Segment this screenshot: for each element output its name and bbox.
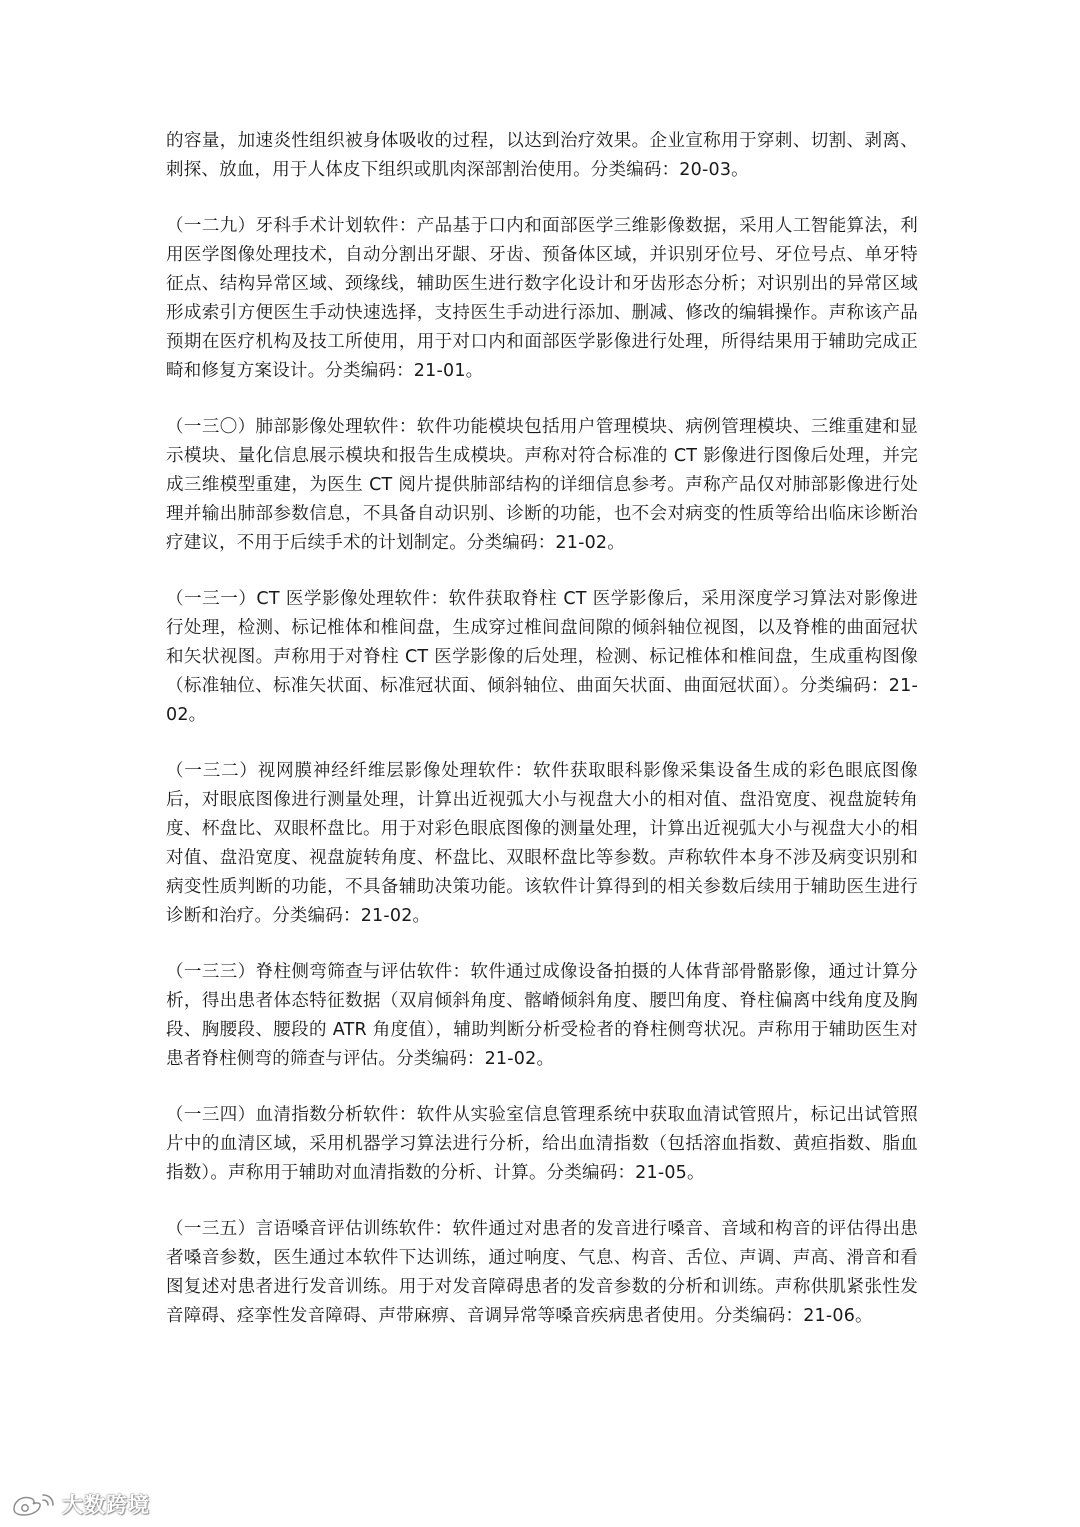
paragraph-item-131: （一三一）CT 医学影像处理软件：软件获取脊柱 CT 医学影像后，采用深度学习算法对影像进行处理，检测、标记椎体和椎间盘，生成穿过椎间盘间隙的倾斜轴位视图，以及脊椎的曲面冠状和矢状视图。声称用于对脊柱 CT 医学影像的后处理，检测、标记椎体和椎间盘，生成重构图像（标准轴位、标准矢状面、标准冠状面、倾斜轴位、曲面矢状面、曲面冠状面）。分类编码：21-02。: [166, 589, 918, 725]
paragraph-item-129: （一二九）牙科手术计划软件：产品基于口内和面部医学三维影像数据，采用人工智能算法，利用医学图像处理技术，自动分割出牙龈、牙齿、预备体区域，并识别牙位号、牙位号点、单牙特征点、结构异常区域、颈缘线，辅助医生进行数字化设计和牙齿形态分析；对识别出的异常区域形成索引方便医生手动快速选择，支持医生手动进行添加、删减、修改的编辑操作。声称该产品预期在医疗机构及技工所使用，用于对口内和面部医学影像进行处理，所得结果用于辅助完成正畸和修复方案设计。分类编码：21-01。: [166, 216, 918, 381]
paragraph-item-133: （一三三）脊柱侧弯筛查与评估软件：软件通过成像设备拍摄的人体背部骨骼影像，通过计算分析，得出患者体态特征数据（双肩倾斜角度、髂嵴倾斜角度、腰凹角度、脊柱偏离中线角度及胸段、胸腰段、腰段的 ATR 角度值），辅助判断分析受检者的脊柱侧弯状况。声称用于辅助医生对患者脊柱侧弯的筛查与评估。分类编码：21-02。: [166, 962, 918, 1069]
watermark: [10, 1490, 150, 1518]
paragraph-item-134: （一三四）血清指数分析软件：软件从实验室信息管理系统中获取血清试管照片，标记出试管照片中的血清区域，采用机器学习算法进行分析，给出血清指数（包括溶血指数、黄疸指数、脂血指数）。声称用于辅助对血清指数的分析、计算。分类编码：21-05。: [166, 1105, 918, 1183]
document-body: [166, 127, 918, 1358]
watermark-text: 大数跨境: [62, 1493, 150, 1517]
weibo-logo-icon: [10, 1491, 56, 1517]
paragraph-item-130: （一三〇）肺部影像处理软件：软件功能模块包括用户管理模块、病例管理模块、三维重建和显示模块、量化信息展示模块和报告生成模块。声称对符合标准的 CT 影像进行图像后处理，并完成三维模型重建，为医生 CT 阅片提供肺部结构的详细信息参考。声称产品仅对肺部影像进行处理并输出肺部参数信息，不具备自动识别、诊断的功能，也不会对病变的性质等给出临床诊断治疗建议，不用于后续手术的计划制定。分类编码：21-02。: [166, 417, 918, 553]
paragraph-item-135: （一三五）言语嗓音评估训练软件：软件通过对患者的发音进行嗓音、音域和构音的评估得出患者嗓音参数，医生通过本软件下达训练，通过响度、气息、构音、舌位、声调、声高、滑音和看图复述对患者进行发音训练。用于对发音障碍患者的发音参数的分析和训练。声称供肌紧张性发音障碍、痉挛性发音障碍、声带麻痹、音调异常等嗓音疾病患者使用。分类编码：21-06。: [166, 1219, 918, 1326]
paragraph-continuation: 的容量，加速炎性组织被身体吸收的过程，以达到治疗效果。企业宣称用于穿刺、切割、剥离、刺探、放血，用于人体皮下组织或肌肉深部割治使用。分类编码：20-03。: [166, 131, 918, 180]
paragraph-item-132: （一三二）视网膜神经纤维层影像处理软件：软件获取眼科影像采集设备生成的彩色眼底图像后，对眼底图像进行测量处理，计算出近视弧大小与视盘大小的相对值、盘沿宽度、视盘旋转角度、杯盘比、双眼杯盘比。用于对彩色眼底图像的测量处理，计算出近视弧大小与视盘大小的相对值、盘沿宽度、视盘旋转角度、杯盘比、双眼杯盘比等参数。声称软件本身不涉及病变识别和病变性质判断的功能，不具备辅助决策功能。该软件计算得到的相关参数后续用于辅助医生进行诊断和治疗。分类编码：21-02。: [166, 761, 918, 926]
